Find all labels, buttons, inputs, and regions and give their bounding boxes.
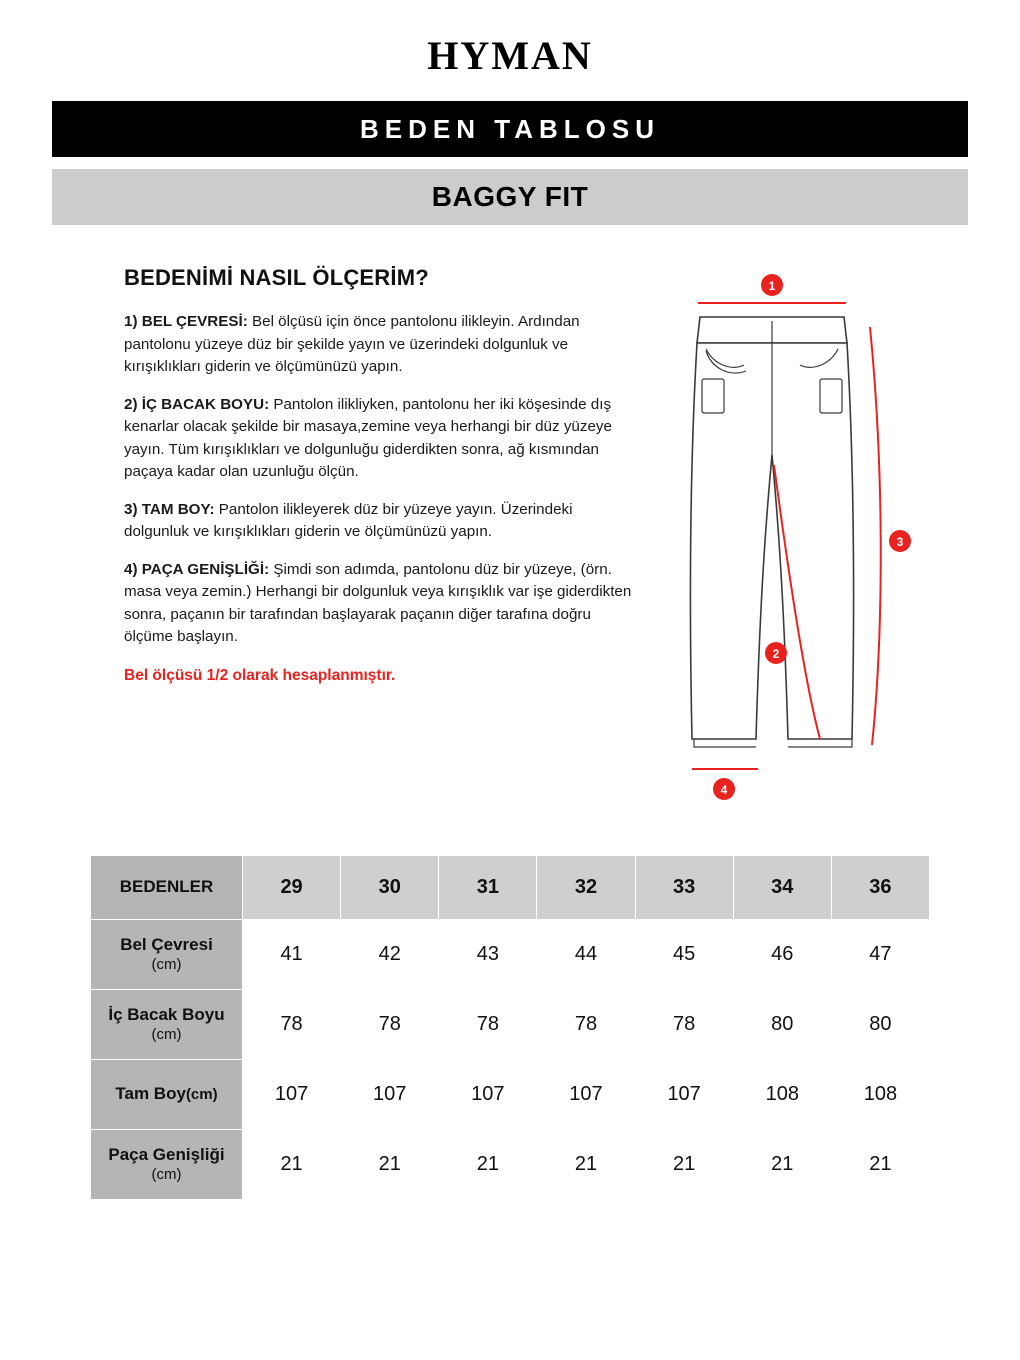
table-cell: 108 — [733, 1060, 831, 1130]
instruction-label: 4) PAÇA GENİŞLİĞİ: — [124, 560, 270, 578]
diagram-marker-4: 4 — [720, 783, 728, 797]
table-cell: 47 — [831, 920, 929, 990]
table-row — [91, 920, 930, 990]
title-bar: BEDEN TABLOSU — [52, 101, 968, 157]
table-cell: 107 — [439, 1060, 537, 1130]
instructions-column — [52, 265, 648, 809]
table-row-label — [91, 1060, 243, 1130]
table-cell: 107 — [243, 1060, 341, 1130]
row-label-unit: (cm) — [151, 955, 182, 973]
instruction-label: 2) İÇ BACAK BOYU: — [124, 395, 270, 413]
row-label-unit: (cm) — [185, 1086, 218, 1104]
table-cell: 21 — [733, 1130, 831, 1200]
table-row-label — [91, 1130, 243, 1200]
table-size-header: 34 — [733, 856, 831, 920]
table-row — [91, 1130, 930, 1200]
table-size-header: 36 — [831, 856, 929, 920]
waist-note: Bel ölçüsü 1/2 olarak hesaplanmıştır. — [124, 666, 396, 684]
table-size-header: 32 — [537, 856, 635, 920]
table-row-label — [91, 920, 243, 990]
table-size-header: 33 — [635, 856, 733, 920]
table-cell: 80 — [831, 990, 929, 1060]
table-cell: 21 — [439, 1130, 537, 1200]
brand-logo: HYMAN — [427, 33, 593, 78]
diagram-column — [648, 265, 968, 809]
table-size-header: 30 — [341, 856, 439, 920]
table-row — [91, 990, 930, 1060]
table-cell: 42 — [341, 920, 439, 990]
table-cell: 78 — [243, 990, 341, 1060]
row-label-unit: (cm) — [151, 1025, 182, 1043]
table-cell: 78 — [341, 990, 439, 1060]
table-cell: 80 — [733, 990, 831, 1060]
instruction-item — [124, 499, 638, 544]
instruction-text: Bel ölçüsü için önce pantolonu ilikleyin. Ardından pantolonu yüzeye düz bir şekilde yayın ve üzerindeki dolgunluk ve kırışıklıkları giderin ve ölçümünüzü yapın. — [124, 313, 580, 375]
table-cell: 78 — [439, 990, 537, 1060]
row-label-unit: (cm) — [151, 1165, 182, 1183]
table-cell: 108 — [831, 1060, 929, 1130]
table-cell: 43 — [439, 920, 537, 990]
instruction-text: Pantolon ilikliyken, pantolonu her iki köşesinde dış kenarlar olacak şekilde bir masaya,zemine veya herhangi bir düz yüzeye yayın. Tüm kırışıklıkları ve dolgunluğu giderdikten sonra, ağ kısmından paçaya kadar olan uzunluğu ölçün. — [124, 395, 612, 480]
diagram-marker-2: 2 — [772, 647, 780, 661]
table-header-row — [91, 856, 930, 920]
pants-measurement-diagram — [648, 269, 968, 809]
row-label-text: Tam Boy — [115, 1084, 186, 1104]
row-label-text: Bel Çevresi — [120, 935, 213, 955]
instruction-text: Pantolon ilikleyerek düz bir yüzeye yayın. Üzerindeki dolgunluk ve kırışıklıkları giderin ve ölçümünüzü yapın. — [124, 500, 573, 540]
diagram-marker-3: 3 — [896, 535, 904, 549]
row-label-text: Paça Genişliği — [108, 1145, 225, 1165]
table-cell: 107 — [635, 1060, 733, 1130]
table-cell: 45 — [635, 920, 733, 990]
instruction-item — [124, 559, 638, 649]
instruction-text: Şimdi son adımda, pantolonu düz bir yüzeye, (örn. masa veya zemin.) Herhangi bir dolgunluk veya kırışıklık var işe giderdikten sonra, paçanın bir tarafından başlayarak paçanın diğer tarafına doğru ölçüme başlayın. — [124, 560, 632, 645]
table-row — [91, 1060, 930, 1130]
instruction-label: 3) TAM BOY: — [124, 500, 215, 518]
content-area — [0, 225, 1020, 809]
instruction-label: 1) BEL ÇEVRESİ: — [124, 313, 248, 330]
table-size-header: 31 — [439, 856, 537, 920]
table-cell: 21 — [537, 1130, 635, 1200]
instructions-heading: BEDENİMİ NASIL ÖLÇERİM? — [124, 265, 429, 290]
table-cell: 21 — [341, 1130, 439, 1200]
table-cell: 78 — [537, 990, 635, 1060]
table-cell: 78 — [635, 990, 733, 1060]
table-cell: 21 — [635, 1130, 733, 1200]
instruction-item — [124, 394, 638, 484]
size-table — [90, 855, 930, 1200]
table-cell: 107 — [537, 1060, 635, 1130]
size-table-wrapper — [90, 855, 930, 1200]
table-cell: 21 — [831, 1130, 929, 1200]
diagram-marker-1: 1 — [768, 279, 776, 293]
table-cell: 107 — [341, 1060, 439, 1130]
table-cell: 46 — [733, 920, 831, 990]
table-size-header: 29 — [243, 856, 341, 920]
fit-type-bar: BAGGY FIT — [52, 169, 968, 225]
row-label-text: İç Bacak Boyu — [108, 1005, 225, 1025]
table-cell: 41 — [243, 920, 341, 990]
table-row-label — [91, 990, 243, 1060]
table-cell: 21 — [243, 1130, 341, 1200]
table-header-label: BEDENLER — [91, 856, 243, 920]
instruction-item — [124, 311, 638, 379]
table-cell: 44 — [537, 920, 635, 990]
